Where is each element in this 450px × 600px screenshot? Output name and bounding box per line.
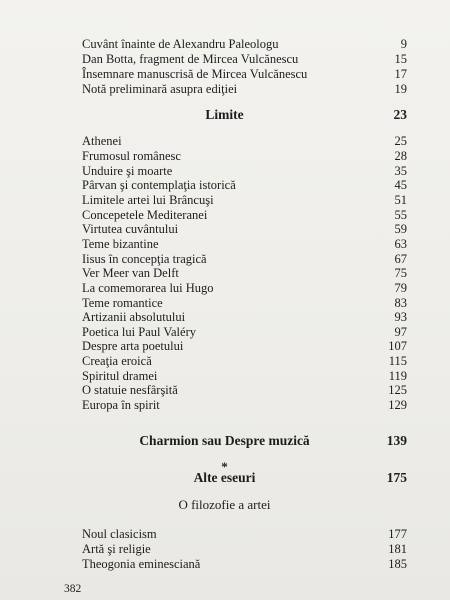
- page-number: 382: [64, 583, 82, 595]
- toc-entry-title: Însemnare manuscrisă de Mircea Vulcănescu: [82, 67, 308, 81]
- section-heading-limite: [82, 107, 407, 123]
- toc-entry: [82, 266, 407, 281]
- toc-entry: [82, 82, 407, 97]
- toc-entry-page: 25: [394, 134, 407, 148]
- toc-entry-title: Cuvânt înainte de Alexandru Paleologu: [82, 37, 279, 51]
- toc-entry: [82, 369, 407, 384]
- toc-entry: [82, 193, 407, 208]
- toc-entry: [82, 398, 407, 413]
- toc-entry: [82, 383, 407, 398]
- toc-entry-page: 55: [394, 208, 407, 222]
- section-heading-page: 23: [393, 107, 407, 122]
- section-heading-alte-eseuri: [82, 470, 407, 486]
- asterisk-separator: *: [221, 459, 228, 474]
- toc-entry-page: 93: [394, 310, 407, 324]
- toc-entry-page: 17: [394, 67, 407, 81]
- toc-entry-page: 9: [400, 37, 407, 51]
- toc-entry-page: 177: [388, 527, 407, 541]
- toc-entry-page: 119: [388, 369, 407, 383]
- toc-entry: [82, 237, 407, 252]
- toc-entry-title: Pârvan şi contemplaţia istorică: [82, 178, 236, 192]
- toc-entry-page: 75: [394, 266, 407, 280]
- section-heading-page: 175: [386, 470, 407, 485]
- toc-entry: [82, 281, 407, 296]
- toc-entry-title: Dan Botta, fragment de Mircea Vulcănescu: [82, 52, 299, 66]
- toc-entry-page: 45: [394, 178, 407, 192]
- toc-entry: [82, 354, 407, 369]
- toc-entry-title: Poetica lui Paul Valéry: [82, 325, 196, 339]
- toc-entry-title: Teme bizantine: [82, 237, 159, 251]
- toc-entry: [82, 296, 407, 311]
- toc-entry-title: Virtutea cuvântului: [82, 222, 179, 236]
- toc-entry-title: Creaţia eroică: [82, 354, 152, 368]
- toc-entry-title: Despre arta poetului: [82, 339, 184, 353]
- subsection-title: O filozofie a artei: [178, 497, 271, 512]
- toc-entry-title: Limitele artei lui Brâncuşi: [82, 193, 214, 207]
- toc-entry-page: 59: [394, 222, 407, 236]
- toc-entry: [82, 252, 407, 267]
- toc-entry-title: Teme romantice: [82, 296, 163, 310]
- toc-entry-title: Spiritul dramei: [82, 369, 158, 383]
- toc-entry: [82, 52, 407, 67]
- toc-entry: [82, 527, 407, 542]
- toc-entry: [82, 178, 407, 193]
- toc-entry: [82, 149, 407, 164]
- toc-entry-page: 181: [388, 542, 407, 556]
- toc-entry-title: Artizanii absolutului: [82, 310, 186, 324]
- toc-entry: [82, 134, 407, 149]
- toc-entry-title: Noul clasicism: [82, 527, 157, 541]
- toc-entry-title: Iisus în concepţia tragică: [82, 252, 207, 266]
- toc-entry-title: Ver Meer van Delft: [82, 266, 179, 280]
- toc-entry-page: 63: [394, 237, 407, 251]
- toc-entry-title: Frumosul românesc: [82, 149, 181, 163]
- toc-entry-page: 51: [394, 193, 407, 207]
- toc-entry: [82, 557, 407, 572]
- toc-entry-page: 125: [388, 383, 407, 397]
- toc-entry-page: 97: [394, 325, 407, 339]
- toc-entry: [82, 222, 407, 237]
- section-heading-page: 139: [386, 433, 407, 448]
- toc-entry-title: Europa în spirit: [82, 398, 160, 412]
- toc-entry-page: 19: [394, 82, 407, 96]
- toc-entry-title: Unduire şi moarte: [82, 164, 173, 178]
- toc-entry-title: Concepetele Mediteranei: [82, 208, 208, 222]
- toc-entry-page: 185: [388, 557, 407, 571]
- toc-entry: [82, 208, 407, 223]
- toc-entry: [82, 542, 407, 557]
- toc-entry-page: 79: [394, 281, 407, 295]
- section-heading-title: Limite: [205, 107, 244, 122]
- section-heading-title: Charmion sau Despre muzică: [139, 433, 310, 448]
- toc-entry-page: 83: [394, 296, 407, 310]
- toc-entry-page: 15: [394, 52, 407, 66]
- toc-entry-title: O statuie nesfârşită: [82, 383, 178, 397]
- section-heading-charmion: [82, 433, 407, 449]
- toc-entry: [82, 164, 407, 179]
- section-heading-title: Alte eseuri: [193, 470, 256, 485]
- toc-entry-page: 129: [388, 398, 407, 412]
- toc-entry-page: 115: [388, 354, 407, 368]
- toc-entry-title: Athenei: [82, 134, 122, 148]
- toc-entry-page: 67: [394, 252, 407, 266]
- toc-entry-page: 35: [394, 164, 407, 178]
- toc-entry-title: La comemorarea lui Hugo: [82, 281, 214, 295]
- toc-entry-title: Artă şi religie: [82, 542, 151, 556]
- toc-entry: [82, 67, 407, 82]
- toc-entry: [82, 339, 407, 354]
- toc-entry-title: Theogonia eminesciană: [82, 557, 201, 571]
- toc-entry-page: 107: [388, 339, 407, 353]
- toc-entry: [82, 325, 407, 340]
- toc-entry-page: 28: [394, 149, 407, 163]
- toc-entry: [82, 310, 407, 325]
- toc-entry-title: Notă preliminară asupra ediţiei: [82, 82, 238, 96]
- toc-entry: [82, 37, 407, 52]
